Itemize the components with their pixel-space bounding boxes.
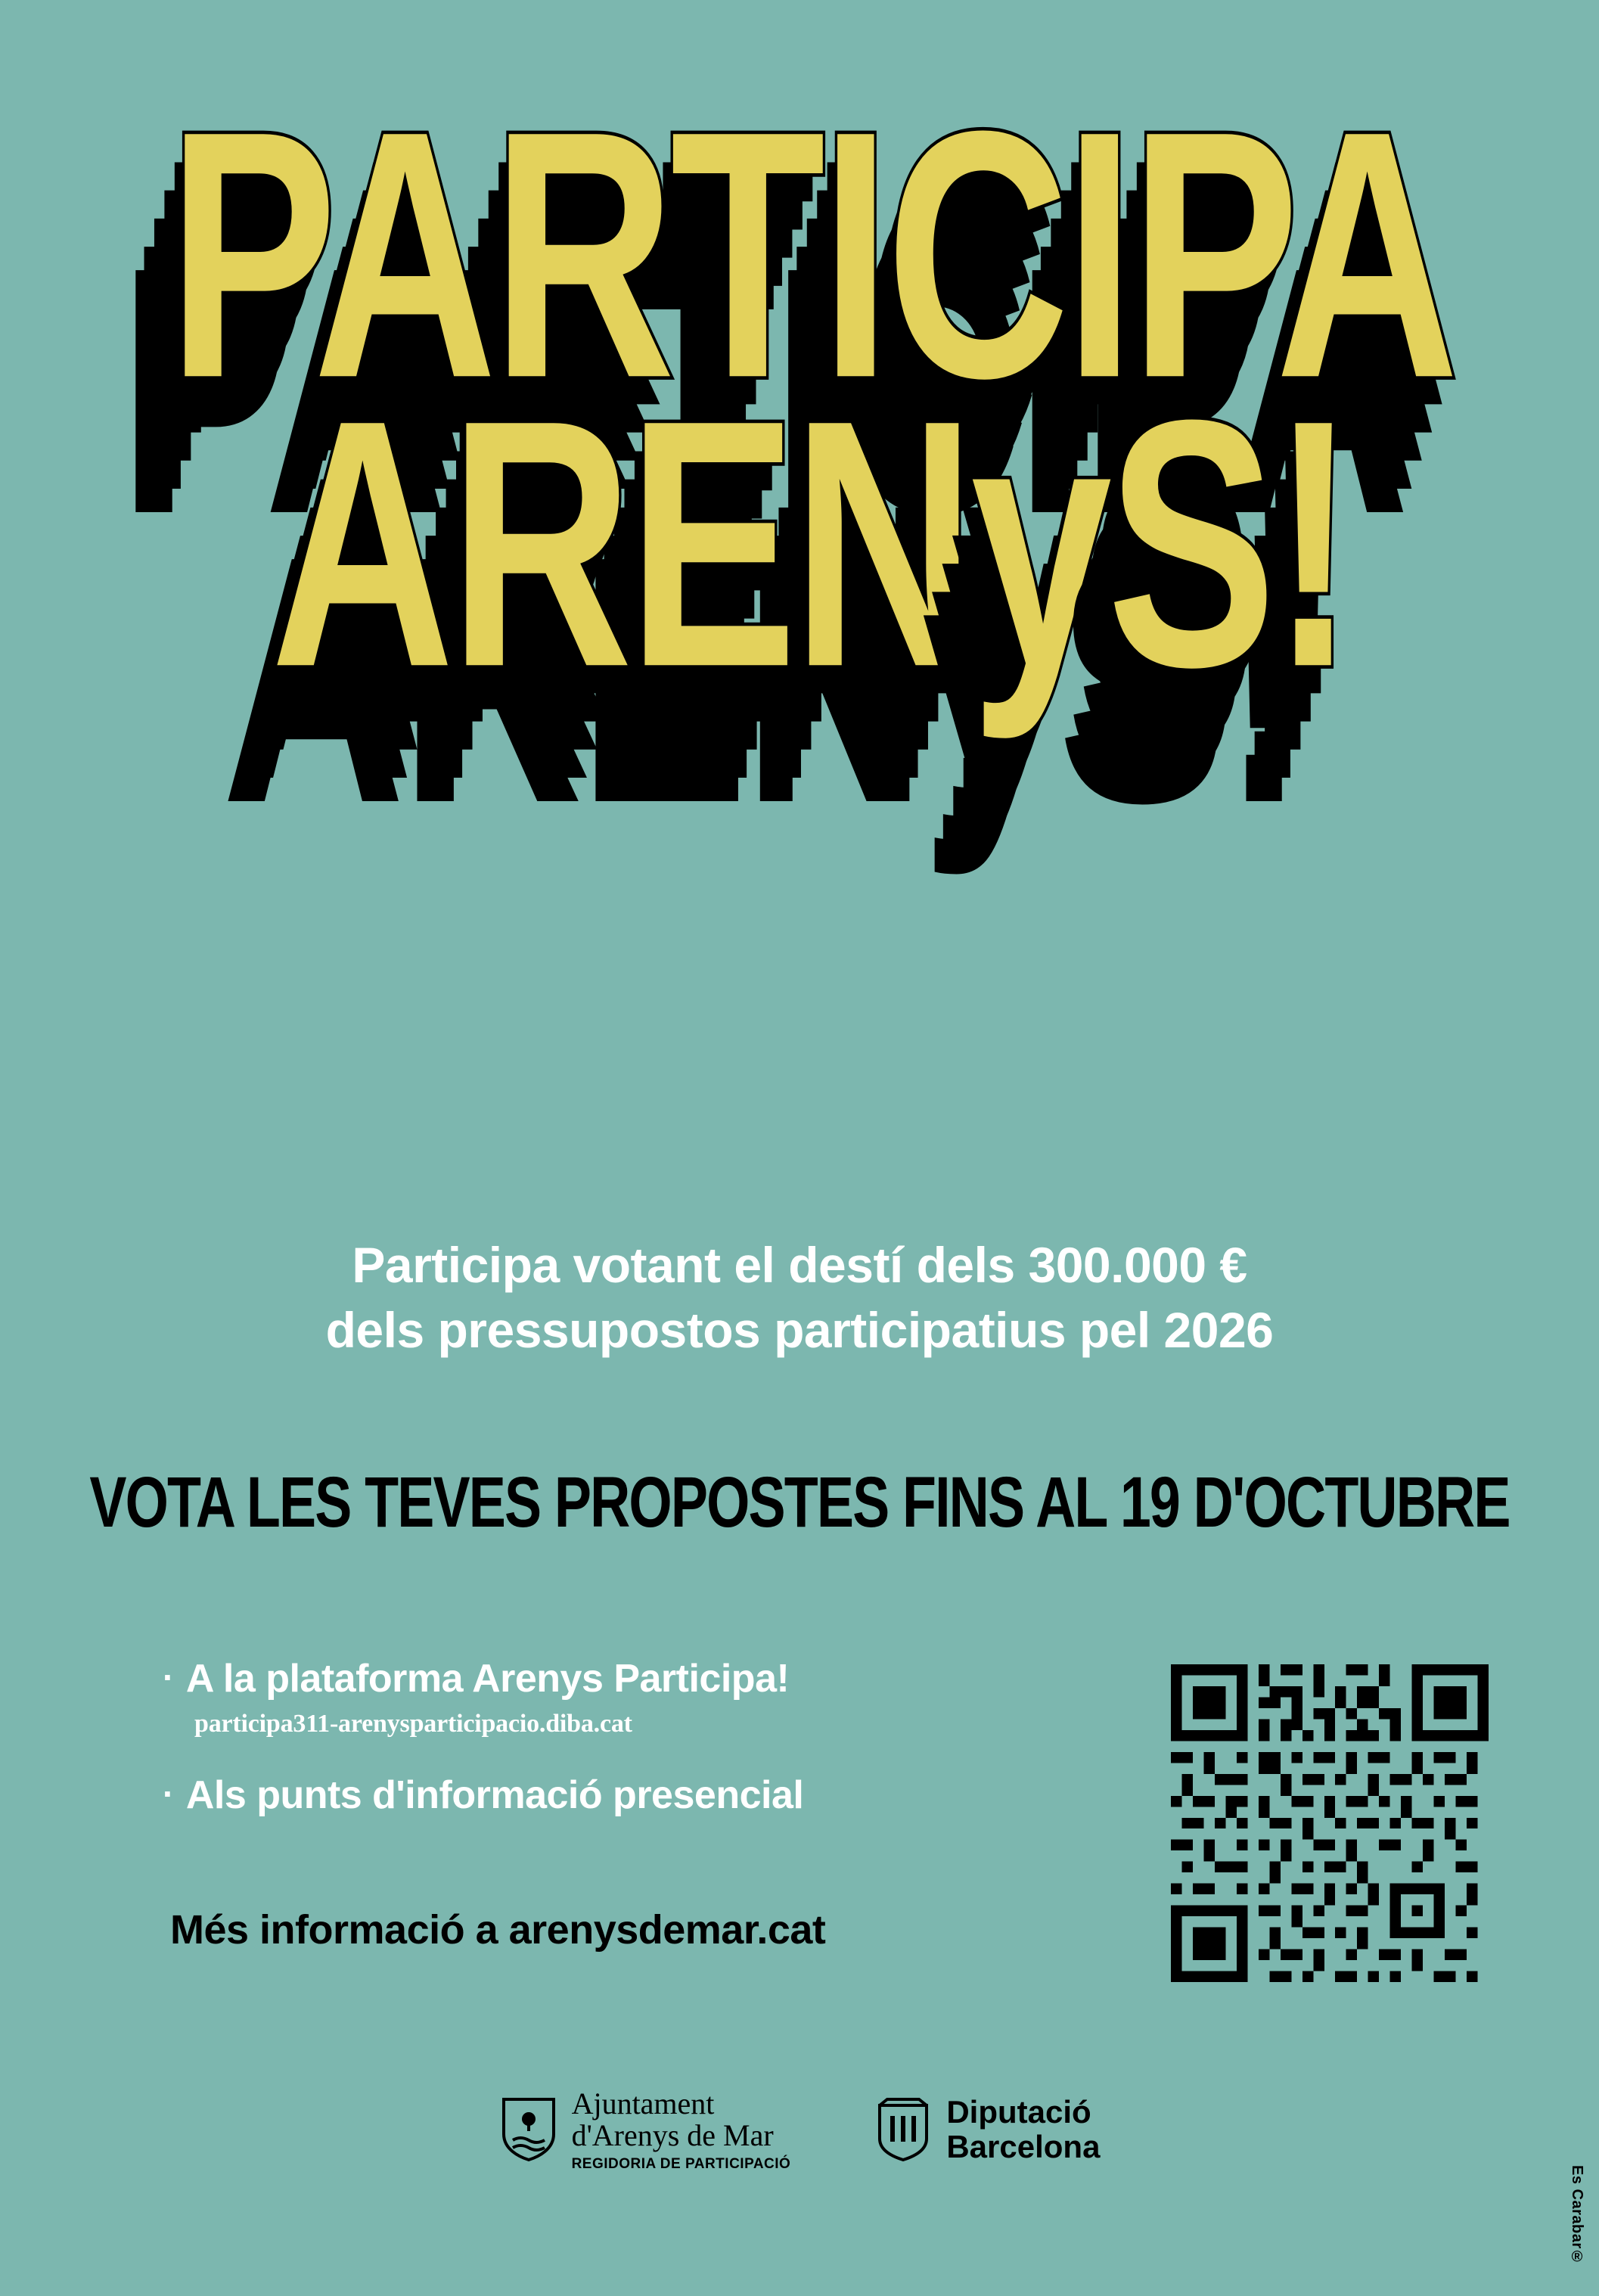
bullet-marker-icon: ·	[163, 1658, 174, 1697]
logo-ajuntament-text	[572, 2088, 791, 2172]
logo-line-2: Barcelona	[946, 2129, 1101, 2165]
bullet-label-platform: A la plataforma Arenys Participa!	[185, 1657, 790, 1701]
more-info-line: Més informació a arenysdemar.cat	[170, 1907, 826, 1953]
platform-url[interactable]: participa311-arenysparticipacio.diba.cat	[194, 1709, 632, 1738]
logo-diputacio-barcelona	[874, 2095, 1100, 2164]
headline-line-2-part-c: S!	[1107, 346, 1351, 741]
headline-line-2-part-b: y	[970, 346, 1107, 741]
headline-block	[0, 57, 1599, 741]
subtitle	[0, 1233, 1599, 1363]
logo-diputacio-text	[946, 2095, 1100, 2164]
logo-line-1: Diputació	[946, 2094, 1091, 2130]
logo-ajuntament-arenys	[499, 2088, 791, 2172]
diputacio-barcelona-crest-icon	[874, 2096, 933, 2163]
headline-line-2-part-a: AREN	[271, 346, 971, 741]
headline-line-1: PARTICIPA	[167, 57, 1455, 452]
logo-line-3: REGIDORIA DE PARTICIPACIÓ	[571, 2156, 791, 2172]
qr-code[interactable]	[1171, 1664, 1489, 1982]
arenys-de-mar-crest-icon	[499, 2096, 558, 2163]
designer-credit: Es Carabar®	[1569, 2164, 1585, 2266]
bullet-marker-icon: ·	[163, 1773, 174, 1813]
bullet-label-inperson: Als punts d'informació presencial	[185, 1772, 804, 1817]
subtitle-line-1: Participa votant el destí dels 300.000 €	[352, 1237, 1247, 1293]
bullet-list	[163, 1657, 1116, 1819]
logo-line-1: Ajuntament	[571, 2086, 715, 2120]
footer-logos	[0, 2088, 1599, 2172]
list-item	[163, 1657, 1116, 1702]
subtitle-line-2: dels pressupostos participatius pel 2026	[325, 1301, 1274, 1358]
logo-line-2: d'Arenys de Mar	[571, 2118, 774, 2152]
list-item	[163, 1773, 1116, 1819]
headline-line-2	[0, 346, 1599, 741]
deadline-callout: VOTA LES TEVES PROPOSTES FINS AL 19 D'OCTUBRE	[89, 1462, 1510, 1542]
